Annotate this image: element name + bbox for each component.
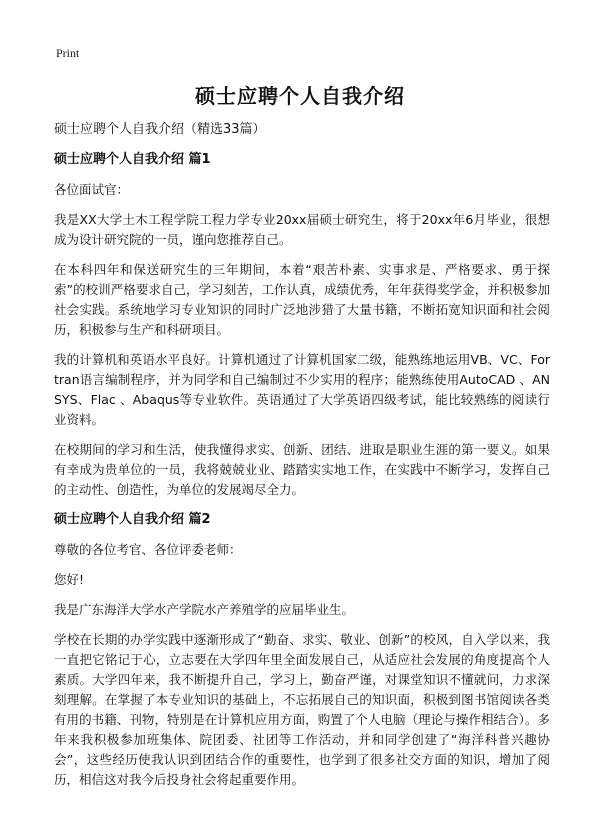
- paragraph: 我的计算机和英语水平良好。计算机通过了计算机国家二级，能熟练地运用VB、VC、Fortran语言编制程序，并为同学和自己编制过不少实用的程序；能熟练使用AutoCAD 、ANSYS、Flac 、Abaqus等专业软件。英语通过了大学英语四级考试，能比较熟练的阅读行业资料。: [54, 352, 550, 427]
- paragraph: 各位面试官：: [54, 182, 130, 197]
- paragraph: 我是XX大学土木工程学院工程力学专业20xx届硕士研究生，将于20xx年6月毕业，很想成为设计研究院的一员，谨向您推荐自己。: [54, 212, 550, 247]
- paragraph: 在本科四年和保送研究生的三年期间，本着“艰苦朴素、实事求是、严格要求、勇于探索”的校训严格要求自己，学习刻苦，工作认真，成绩优秀，年年获得奖学金，并积极参加社会实践。系统地学习专业知识的同时广泛地涉猎了大量书籍，不断拓宽知识面和社会阅历，积极参与生产和科研项目。: [54, 262, 550, 337]
- document-content: [54, 120, 550, 800]
- document-title: 硕士应聘个人自我介绍: [195, 84, 405, 108]
- section-heading-1: 硕士应聘个人自我介绍 篇1: [54, 152, 211, 167]
- section-heading-2: 硕士应聘个人自我介绍 篇2: [54, 512, 211, 527]
- paragraph: 在校期间的学习和生活，使我懂得求实、创新、团结、进取是职业生涯的第一要义。如果有幸成为贵单位的一员，我将兢兢业业、踏踏实实地工作，在实践中不断学习，发挥自己的主动性、创造性，为单位的发展竭尽全力。: [54, 442, 550, 497]
- document-subtitle: 硕士应聘个人自我介绍（精选33篇）: [54, 122, 266, 137]
- paragraph: 我是广东海洋大学水产学院水产养殖学的应届毕业生。: [54, 602, 355, 617]
- paragraph: 您好!: [54, 572, 85, 587]
- paragraph: 学校在长期的办学实践中逐渐形成了“勤奋、求实、敬业、创新”的校风，自入学以来，我一直把它铭记于心，立志要在大学四年里全面发展自己，从适应社会发展的角度提高个人素质。大学四年来，我不断提升自己，学习上，勤奋严谨，对课堂知识不懂就问，力求深刻理解。在掌握了本专业知识的基础上，不忘拓展自己的知识面，积极到图书馆阅读各类有用的书籍、刊物，特别是在计算机应用方面，购置了个人电脑（理论与操作相结合）。多年来我积极参加班集体、院团委、社团等工作活动，并和同学创建了“海洋科普兴趣协会”，这些经历使我认识到团结合作的重要性，也学到了很多社交方面的知识，增加了阅历，相信这对我今后投身社会将起重要作用。: [54, 632, 550, 787]
- print-label[interactable]: Print: [56, 46, 80, 60]
- paragraph: 尊敬的各位考官、各位评委老师：: [54, 542, 242, 557]
